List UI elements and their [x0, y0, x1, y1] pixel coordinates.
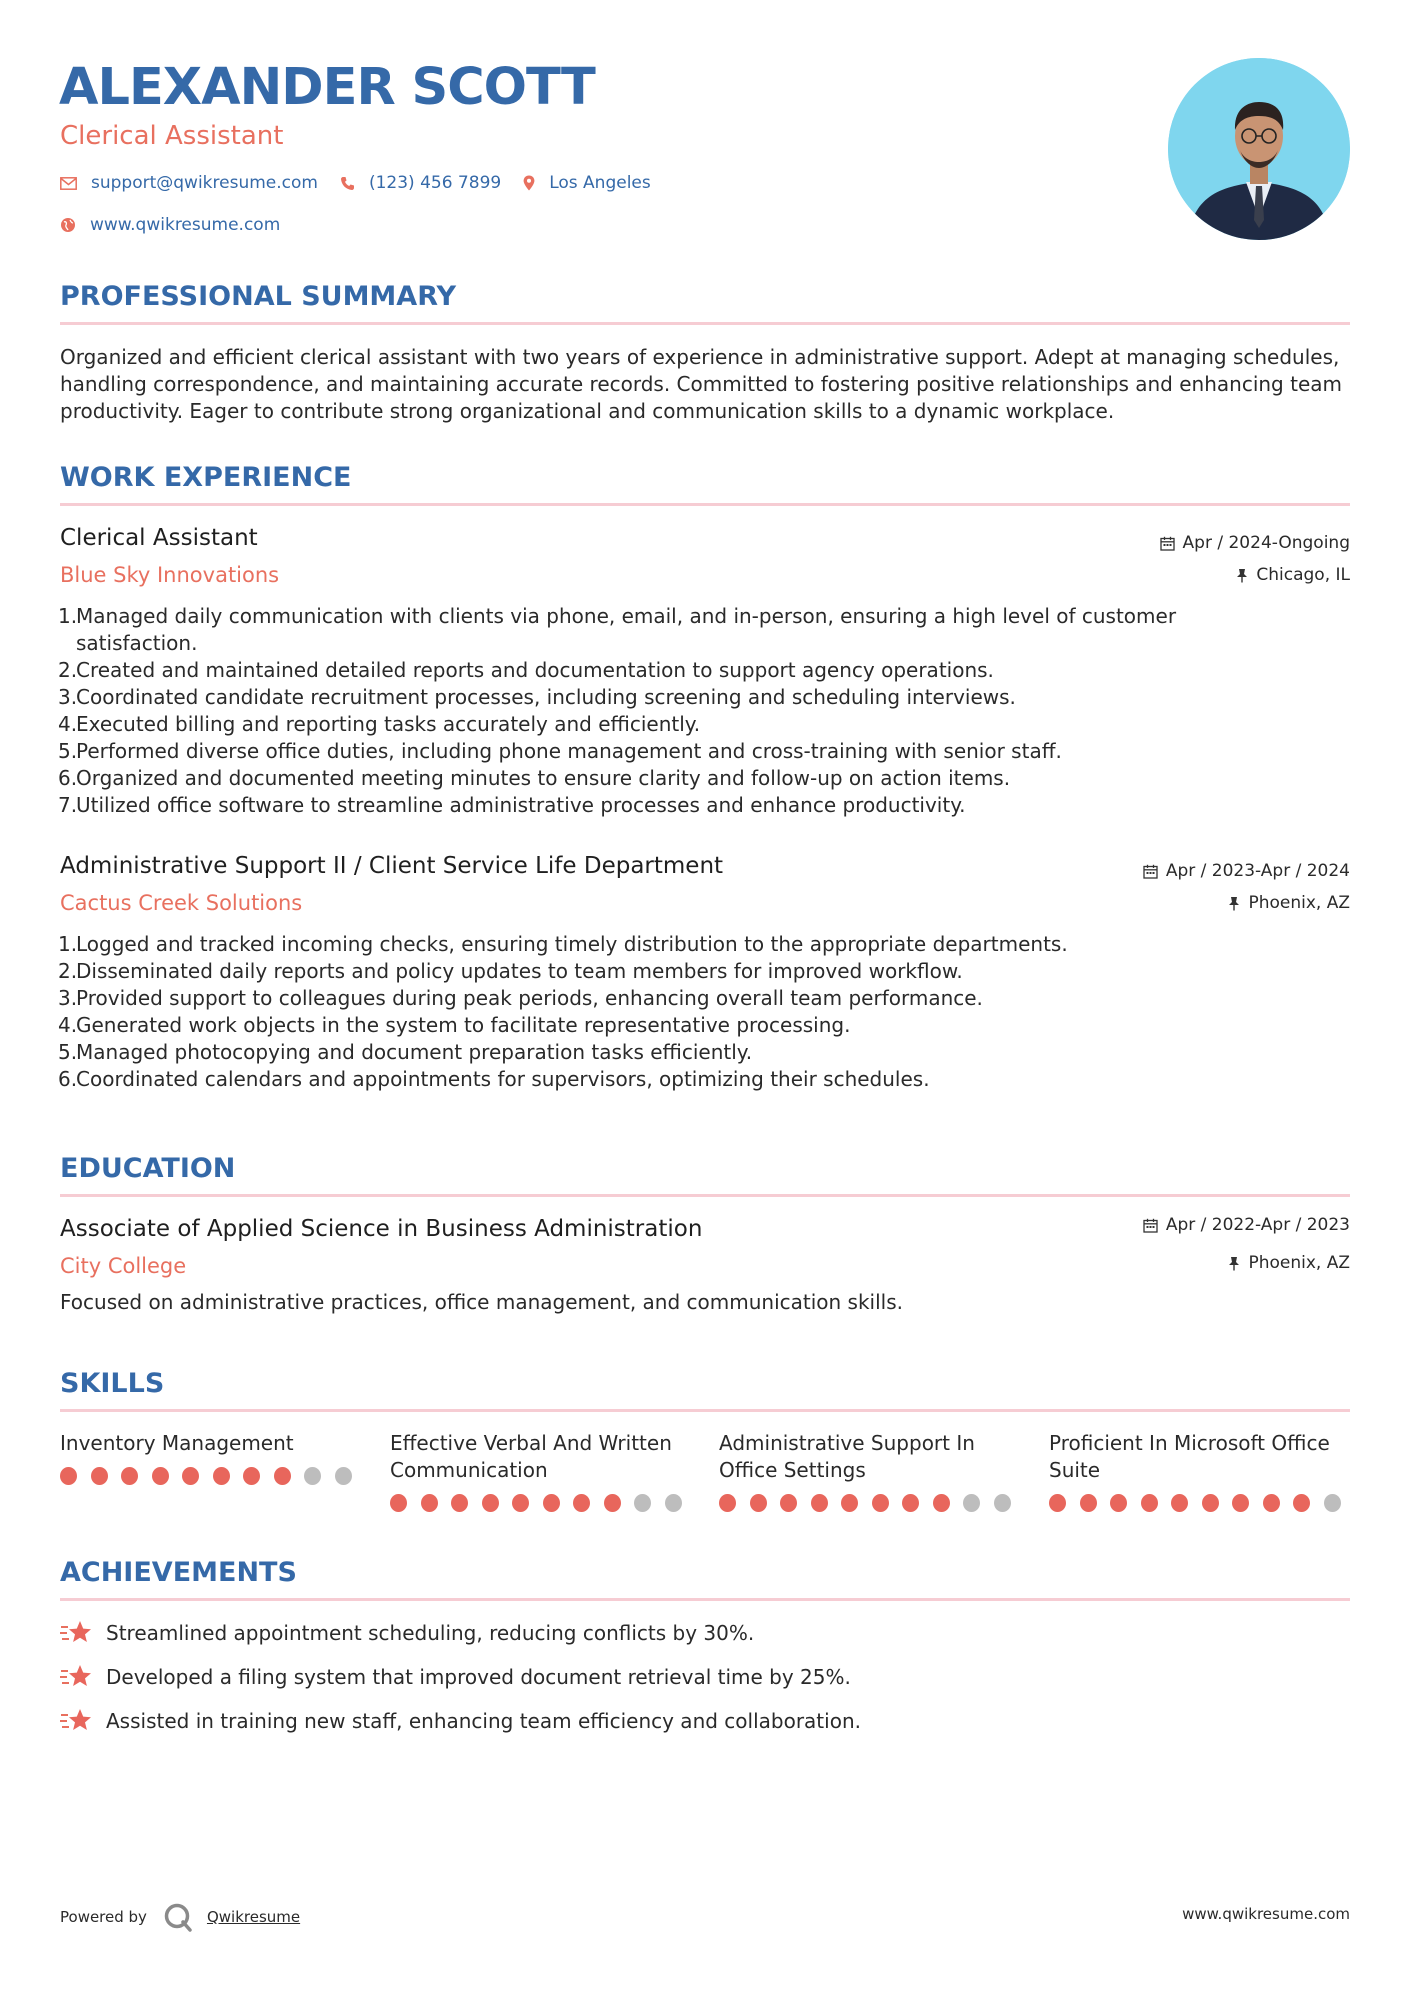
school-name: City College	[60, 1254, 187, 1278]
rating-dot-filled	[780, 1494, 797, 1512]
job-location	[1236, 564, 1350, 586]
rating-dot-filled	[811, 1494, 828, 1512]
list-item: 5. Performed diverse office duties, including phone management and cross-training with senior staff.	[58, 739, 1062, 763]
rating-dot-filled	[1232, 1494, 1249, 1512]
rating-dot-filled	[152, 1467, 169, 1485]
skill-rating	[719, 1494, 1024, 1512]
rating-dot-filled	[1202, 1494, 1219, 1512]
globe-icon	[60, 217, 76, 233]
job-title: Clerical Assistant	[60, 525, 258, 551]
rating-dot-filled	[604, 1494, 621, 1512]
rating-dot-filled	[1141, 1494, 1158, 1512]
company-name: Blue Sky Innovations	[60, 563, 280, 587]
rating-dot-filled	[1263, 1494, 1280, 1512]
achievements-heading: ACHIEVEMENTS	[60, 1557, 297, 1588]
section-divider	[60, 1194, 1350, 1197]
pushpin-icon	[1228, 896, 1240, 911]
rating-dot-filled	[482, 1494, 499, 1512]
location-pin-icon	[523, 175, 535, 191]
summary-heading: PROFESSIONAL SUMMARY	[60, 281, 457, 312]
rating-dot-filled	[543, 1494, 560, 1512]
company-name: Cactus Creek Solutions	[60, 891, 303, 915]
list-item: 3. Provided support to colleagues during peak periods, enhancing overall team performance.	[58, 986, 983, 1010]
powered-by-label: Powered by	[60, 1908, 147, 1926]
calendar-icon	[1143, 1218, 1158, 1233]
rating-dot-empty	[304, 1467, 321, 1485]
list-item: 2. Created and maintained detailed reports and documentation to support agency operations.	[58, 658, 994, 682]
achievement-item	[60, 1664, 851, 1690]
job-location-text: Chicago, IL	[1256, 565, 1350, 585]
rating-dot-filled	[872, 1494, 889, 1512]
rating-dot-filled	[182, 1467, 199, 1485]
skill-name: Effective Verbal And Written Communication	[390, 1431, 672, 1482]
list-item: 1. Managed daily communication with clients via phone, email, and in-person, ensuring a high level of customer satisfaction.	[58, 604, 1177, 655]
achievement-item	[60, 1620, 754, 1646]
email-icon	[60, 177, 77, 190]
candidate-role: Clerical Assistant	[60, 121, 284, 151]
list-item: 4. Generated work objects in the system to facilitate representative processing.	[58, 1013, 851, 1037]
pushpin-icon	[1228, 1256, 1240, 1271]
degree-title: Associate of Applied Science in Business Administration	[60, 1216, 703, 1242]
footer-site-link[interactable]: www.qwikresume.com	[1182, 1905, 1350, 1923]
rating-dot-empty	[1324, 1494, 1341, 1512]
rating-dot-filled	[1080, 1494, 1097, 1512]
list-item: 2. Disseminated daily reports and policy updates to team members for improved workflow.	[58, 959, 963, 983]
list-item: 6. Organized and documented meeting minutes to ensure clarity and follow-up on action items.	[58, 766, 1011, 790]
skill-rating	[390, 1494, 695, 1512]
job-date-text: Apr / 2023-Apr / 2024	[1165, 861, 1350, 881]
rating-dot-empty	[665, 1494, 682, 1512]
skill-item	[719, 1430, 1024, 1512]
skill-item	[60, 1430, 365, 1485]
experience-heading: WORK EXPERIENCE	[60, 462, 352, 493]
job-date-text: Apr / 2024-Ongoing	[1182, 533, 1350, 553]
list-item: 3. Coordinated candidate recruitment processes, including screening and scheduling interviews.	[58, 685, 1016, 709]
rating-dot-filled	[121, 1467, 138, 1485]
profile-photo	[1168, 58, 1350, 240]
email-link[interactable]: support@qwikresume.com	[91, 173, 318, 193]
list-item: 7. Utilized office software to streamline administrative processes and enhance productivity.	[58, 793, 966, 817]
section-divider	[60, 1598, 1350, 1601]
contact-row-1	[60, 173, 673, 193]
achievement-text: Assisted in training new staff, enhancing team efficiency and collaboration.	[106, 1709, 861, 1733]
phone-icon	[340, 176, 355, 191]
skill-name: Administrative Support In Office Settings	[719, 1431, 975, 1482]
qwikresume-brand-link[interactable]: Qwikresume	[206, 1908, 301, 1926]
star-award-icon	[60, 1620, 92, 1646]
skill-rating	[1049, 1494, 1354, 1512]
job-title: Administrative Support II / Client Service Life Department	[60, 853, 724, 879]
rating-dot-filled	[421, 1494, 438, 1512]
education-location	[1228, 1252, 1350, 1274]
rating-dot-empty	[634, 1494, 651, 1512]
rating-dot-filled	[719, 1494, 736, 1512]
rating-dot-empty	[335, 1467, 352, 1485]
skill-rating	[60, 1467, 365, 1485]
skill-item	[1049, 1430, 1354, 1512]
job-location	[1228, 892, 1350, 914]
achievement-text: Streamlined appointment scheduling, reducing conflicts by 30%.	[106, 1621, 755, 1645]
candidate-name: ALEXANDER SCOTT	[59, 58, 595, 117]
skill-item	[390, 1430, 695, 1512]
list-item: 4. Executed billing and reporting tasks accurately and efficiently.	[58, 712, 701, 736]
rating-dot-filled	[451, 1494, 468, 1512]
rating-dot-filled	[243, 1467, 260, 1485]
star-award-icon	[60, 1664, 92, 1690]
rating-dot-filled	[1110, 1494, 1127, 1512]
rating-dot-filled	[902, 1494, 919, 1512]
calendar-icon	[1160, 536, 1175, 551]
rating-dot-filled	[750, 1494, 767, 1512]
rating-dot-filled	[390, 1494, 407, 1512]
rating-dot-filled	[933, 1494, 950, 1512]
section-divider	[60, 503, 1350, 506]
summary-text: Organized and efficient clerical assistant with two years of experience in administrative support. Adept at managing schedules, handling correspondence, and maintaining accurate records. Committed to fostering positive relationships and enhancing team productivity. Eager to contribute strong organizational and communication skills to a dynamic workplace.	[60, 345, 1342, 423]
footer-powered-by	[60, 1902, 300, 1932]
skill-name: Inventory Management	[60, 1431, 294, 1455]
rating-dot-filled	[512, 1494, 529, 1512]
education-location-text: Phoenix, AZ	[1248, 1253, 1350, 1273]
rating-dot-empty	[994, 1494, 1011, 1512]
skills-heading: SKILLS	[60, 1368, 165, 1399]
rating-dot-filled	[274, 1467, 291, 1485]
section-divider	[60, 322, 1350, 325]
rating-dot-filled	[1171, 1494, 1188, 1512]
location-text: Los Angeles	[549, 173, 651, 193]
job-2-bullets	[58, 931, 1258, 1093]
phone-number[interactable]: (123) 456 7899	[368, 173, 502, 193]
list-item: 5. Managed photocopying and document preparation tasks efficiently.	[58, 1040, 753, 1064]
skill-name: Proficient In Microsoft Office Suite	[1049, 1431, 1330, 1482]
qwikresume-logo-icon	[163, 1902, 193, 1932]
rating-dot-filled	[1293, 1494, 1310, 1512]
job-date	[1160, 532, 1350, 554]
website-link[interactable]: www.qwikresume.com	[90, 215, 281, 235]
pushpin-icon	[1236, 568, 1248, 583]
rating-dot-filled	[91, 1467, 108, 1485]
rating-dot-filled	[573, 1494, 590, 1512]
section-divider	[60, 1409, 1350, 1412]
education-date-text: Apr / 2022-Apr / 2023	[1165, 1215, 1350, 1235]
job-1-bullets	[58, 603, 1258, 819]
rating-dot-filled	[841, 1494, 858, 1512]
achievement-item	[60, 1708, 861, 1734]
list-item: 6. Coordinated calendars and appointments for supervisors, optimizing their schedules.	[58, 1067, 930, 1091]
rating-dot-filled	[60, 1467, 77, 1485]
rating-dot-filled	[213, 1467, 230, 1485]
rating-dot-filled	[1049, 1494, 1066, 1512]
education-description: Focused on administrative practices, office management, and communication skills.	[60, 1290, 903, 1314]
rating-dot-empty	[963, 1494, 980, 1512]
list-item: 1. Logged and tracked incoming checks, ensuring timely distribution to the appropriate departments.	[58, 932, 1068, 956]
calendar-icon	[1143, 864, 1158, 879]
contact-row-2	[60, 215, 302, 235]
job-location-text: Phoenix, AZ	[1248, 893, 1350, 913]
achievement-text: Developed a filing system that improved document retrieval time by 25%.	[106, 1665, 851, 1689]
education-heading: EDUCATION	[60, 1153, 236, 1184]
education-date	[1143, 1214, 1350, 1236]
star-award-icon	[60, 1708, 92, 1734]
job-date	[1143, 860, 1350, 882]
